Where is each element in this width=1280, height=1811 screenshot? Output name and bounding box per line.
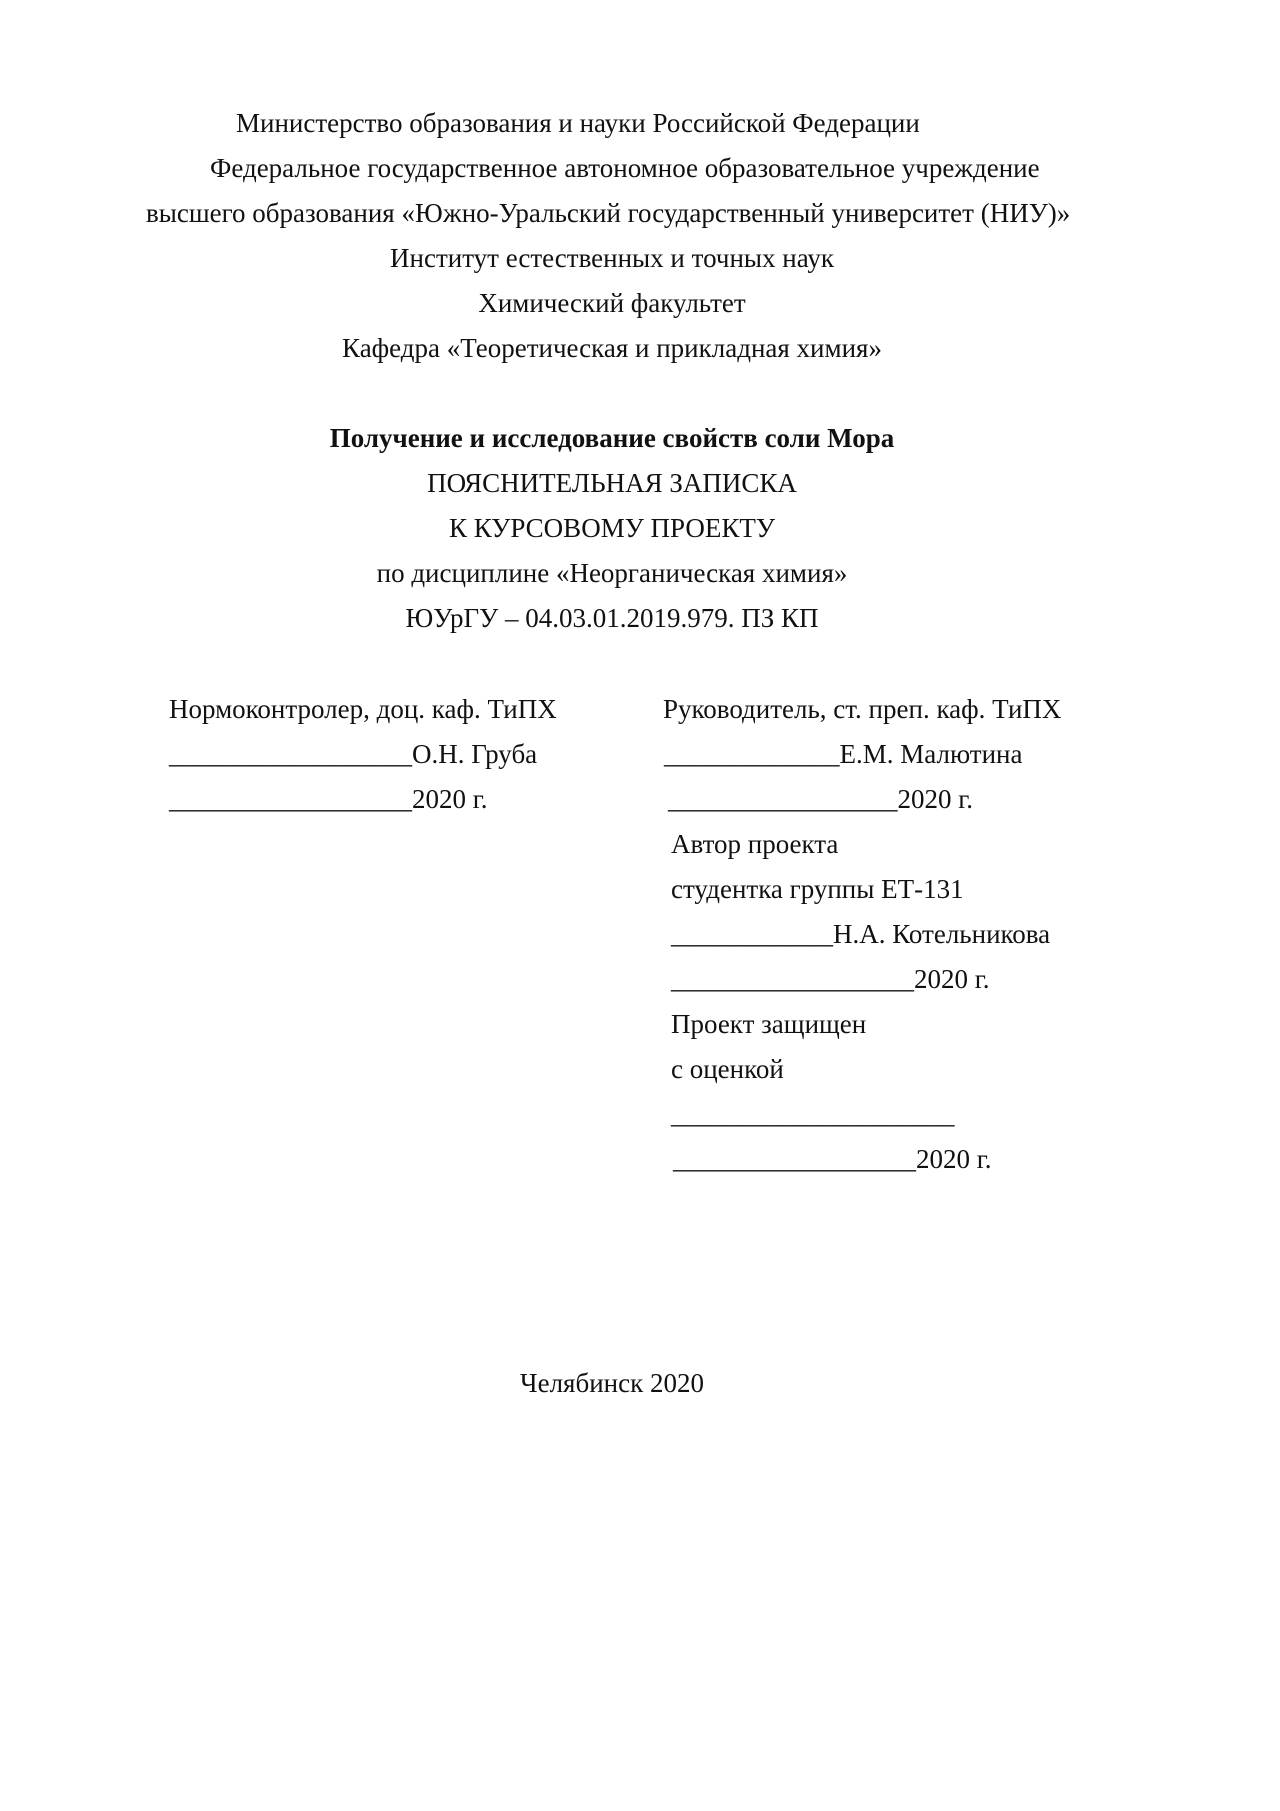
supervisor-role: Руководитель, ст. преп. каф. ТиПХ	[663, 694, 1062, 724]
institute-line: Институт естественных и точных наук	[390, 243, 834, 273]
discipline-line: по дисциплине «Неорганическая химия»	[376, 558, 848, 588]
project-type: К КУРСОВОМУ ПРОЕКТУ	[448, 513, 776, 543]
institution-line-2: высшего образования «Южно-Уральский государственный университет (НИУ)»	[146, 198, 1071, 228]
ministry-line: Министерство образования и науки Российской Федерации	[236, 108, 920, 138]
normocontroller-date: __________________2020 г.	[169, 784, 488, 814]
author-date: __________________2020 г.	[671, 964, 990, 994]
document-type: ПОЯСНИТЕЛЬНАЯ ЗАПИСКА	[427, 468, 797, 498]
document-code: ЮУрГУ – 04.03.01.2019.979. ПЗ КП	[405, 603, 819, 633]
author-signature: ____________Н.А. Котельникова	[671, 919, 1051, 949]
normocontroller-role: Нормоконтролер, доц. каф. ТиПХ	[169, 694, 557, 724]
normocontroller-signature: __________________О.Н. Груба	[169, 739, 538, 769]
city-year: Челябинск 2020	[520, 1368, 704, 1398]
defended-label: Проект защищен	[671, 1009, 867, 1039]
supervisor-signature: _____________Е.М. Малютина	[664, 739, 1023, 769]
grade-blank: _____________________	[671, 1099, 955, 1129]
author-heading: Автор проекта	[671, 829, 839, 859]
faculty-line: Химический факультет	[478, 288, 746, 318]
final-date: __________________2020 г.	[673, 1144, 992, 1174]
topic-title: Получение и исследование свойств соли Мора	[329, 423, 895, 453]
author-group: студентка группы ЕТ-131	[671, 874, 964, 904]
department-line: Кафедра «Теоретическая и прикладная химия»	[342, 333, 882, 363]
grade-label: с оценкой	[671, 1054, 784, 1084]
supervisor-date: _________________2020 г.	[668, 784, 974, 814]
institution-line-1: Федеральное государственное автономное образовательное учреждение	[210, 153, 1040, 183]
